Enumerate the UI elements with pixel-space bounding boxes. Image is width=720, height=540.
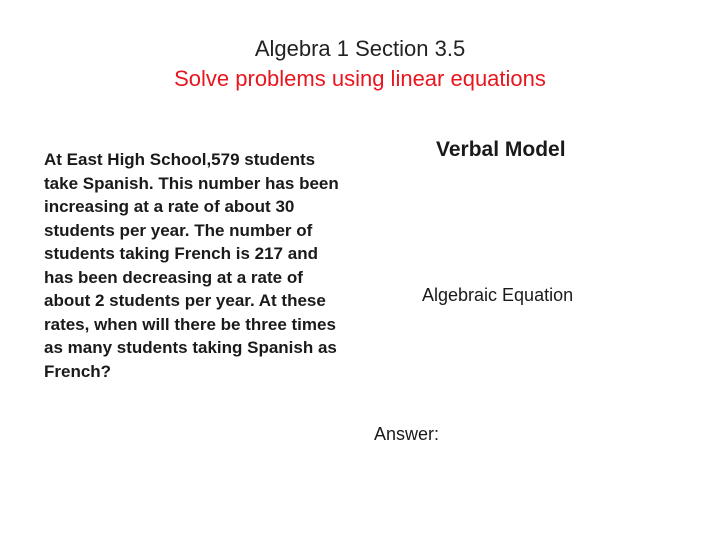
title-subtitle: Solve problems using linear equations <box>174 66 546 91</box>
algebraic-equation-label: Algebraic Equation <box>422 285 574 305</box>
slide-title <box>0 34 720 94</box>
verbal-model-heading: Verbal Model <box>436 138 566 161</box>
word-problem-text: At East High School,579 students take Spanish. This number has been increasing at a rate of about 30 students per year. The number of students taking French is 217 and has been decreasing at a rate of about 2 students per year. At these rates, when will there be three times as many students taking Spanish as French? <box>44 150 339 381</box>
answer-label: Answer: <box>374 424 440 444</box>
title-section: Algebra 1 Section 3.5 <box>254 36 466 61</box>
